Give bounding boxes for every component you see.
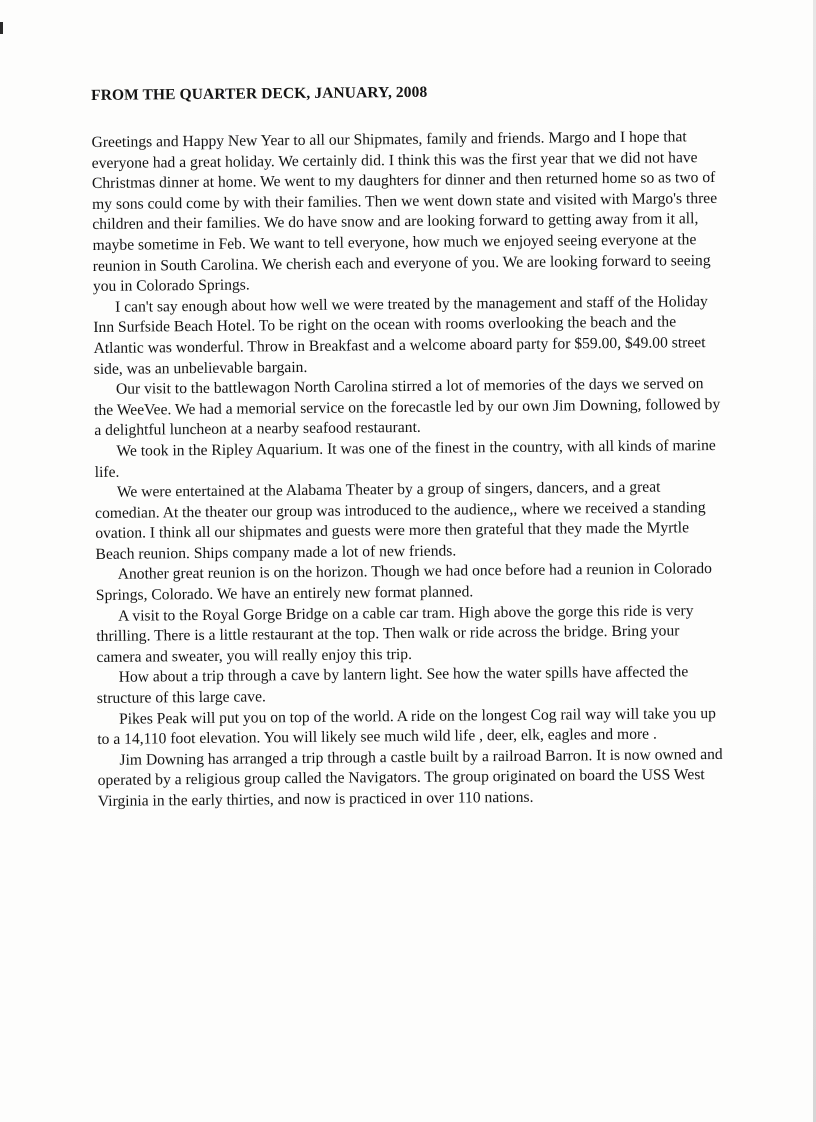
article-title: FROM THE QUARTER DECK, JANUARY, 2008 bbox=[91, 83, 428, 104]
paragraph-hotel: I can't say enough about how well we were treated by the management and staff of the Holiday Inn Surfside Beach Hotel. To be right on the ocean with rooms overlooking the beach and the Atlantic was wonderful. Throw in Breakfast and a welcome aboard party for $59.00, $49.00 street side, was an unbelievable bargain. bbox=[93, 292, 708, 378]
paragraph-pikes-peak: Pikes Peak will put you on top of the world. A ride on the longest Cog rail way will take you up to a 14,110 foot elevation. You will likely see much wild life , deer, elk, eagles and more . bbox=[97, 704, 716, 749]
paragraph-greetings: Greetings and Happy New Year to all our Shipmates, family and friends. Margo and I hope that everyone had a great holiday. We certainly did. I think this was the first year that we did not have Christmas dinner at home. We went to my daughters for dinner and then returned home so as two of my sons could come by with their families. Then we went down state and visited with Margo's three children and their families. We do have snow and are looking forward to getting away from it all, maybe sometime in Feb. We want to tell everyone, how much we enjoyed seeing everyone at the reunion in South Carolina. We cherish each and everyone of you. We are looking forward to seeing you in Colorado Springs. bbox=[91, 128, 718, 296]
newsletter-article bbox=[91, 80, 728, 813]
paragraph-castle: Jim Downing has arranged a trip through a castle built by a railroad Barron. It is now owned and operated by a religious group called the Navigators. The group originated on board the USS West Virginia in the early thirties, and now is practiced in over 110 nations. bbox=[97, 745, 723, 810]
scan-edge-mark bbox=[0, 22, 3, 34]
paragraph-royal-gorge: A visit to the Royal Gorge Bridge on a cable car tram. High above the gorge this ride is very thrilling. There is a little restaurant at the top. Then walk or ride across the bridge. Bring your camera and sweater, you will really enjoy this trip. bbox=[96, 601, 694, 666]
paragraph-next-reunion: Another great reunion is on the horizon. Though we had once before had a reunion in Colorado Springs, Colorado. We have an entirely new format planned. bbox=[95, 560, 713, 605]
paragraph-theater: We were entertained at the Alabama Theater by a group of singers, dancers, and a great comedian. At the theater our group was introduced to the audience,, where we received a standing ovation. I think all our shipmates and guests were more then grateful that they made the Myrtle Beach reunion. Ships company made a lot of new friends. bbox=[95, 478, 706, 563]
paragraph-cave: How about a trip through a cave by lantern light. See how the water spills have affected the structure of this large cave. bbox=[96, 663, 689, 708]
paragraph-aquarium: We took in the Ripley Aquarium. It was one of the finest in the country, with all kinds of marine life. bbox=[94, 436, 716, 481]
paragraph-battleship-visit: Our visit to the battlewagon North Carolina stirred a lot of memories of the days we served on the WeeVee. We had a memorial service on the forecastle led by our own Jim Downing, followed by a delightful luncheon at a nearby seafood restaurant. bbox=[94, 375, 721, 440]
